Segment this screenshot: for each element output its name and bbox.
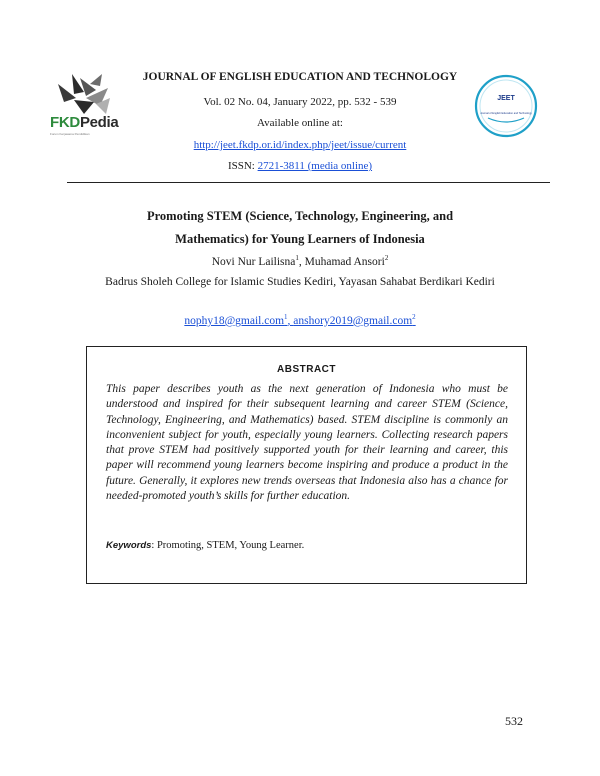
- email-1-link[interactable]: nophy18@gmail.com$^1$: [184, 313, 288, 327]
- paper-title: [100, 205, 500, 251]
- fkdpedia-wordmark: [50, 114, 118, 131]
- author-2-mark: 2: [384, 254, 389, 262]
- fkdpedia-emblem-icon: [50, 70, 132, 116]
- page-number: 532: [505, 714, 523, 728]
- brand-part-b: Pedia: [79, 114, 119, 131]
- jeet-circle-icon: [474, 74, 538, 138]
- abstract-heading: ABSTRACT: [277, 364, 336, 375]
- journal-url-link[interactable]: http://jeet.fkdp.or.id/index.php/jeet/issue/current: [193, 139, 407, 151]
- email-2-mark: 2: [412, 313, 416, 321]
- paper-title-line2: Mathematics) for Young Learners of Indonesia: [175, 232, 425, 246]
- affiliation: Badrus Sholeh College for Islamic Studies Kediri, Yayasan Sahabat Berdikari Kediri: [105, 276, 495, 288]
- jeet-subtitle: Journal of English Education and Technology: [480, 112, 532, 115]
- email-separator: ,: [287, 314, 294, 327]
- jeet-logo: [474, 74, 538, 138]
- available-online-label: Available online at:: [257, 117, 343, 129]
- author-1: Novi Nur Lailisna: [211, 255, 296, 268]
- author-2: Muhamad Ansori: [304, 255, 385, 268]
- volume-line: Vol. 02 No. 04, January 2022, pp. 532 - 539: [203, 96, 397, 108]
- journal-url-row: [130, 139, 470, 151]
- issn-row: [130, 160, 470, 172]
- keywords-row: [106, 540, 304, 551]
- paper-title-line1: Promoting STEM (Science, Technology, Engineering, and: [146, 209, 454, 223]
- jeet-acronym: JEET: [497, 95, 515, 102]
- email-1-mark: 1: [284, 313, 288, 321]
- authors: [100, 254, 500, 268]
- keywords-text: : Promoting, STEM, Young Learner.: [151, 540, 305, 551]
- issn-label: ISSN:: [227, 160, 258, 172]
- fkdpedia-tagline: Forum Kerjasama Pendidikan: [50, 132, 90, 136]
- keywords-label: Keywords: [106, 540, 152, 551]
- brand-part-a: FKD: [50, 114, 80, 131]
- author-1-mark: 1: [295, 254, 299, 262]
- email-2-link[interactable]: anshory2019@gmail.com$^2$: [293, 313, 416, 327]
- header-divider: [67, 182, 550, 183]
- abstract-body: This paper describes youth as the next generation of Indonesia who must be understood and inspired for their subsequent learning and career STEM (Science, Technology, Engineering, and Mathematics) based. STEM discipline is commonly an inconvenient subject for youth, especially young learners. Collecting research papers that prove STEM had positively supported youth for their learning and career, this paper will recommend young learners become inspiring and produce a product in the future. Generally, it explores new trends overseas that Indonesia also has a chance for needed-promoted youth’s skills for further education.: [106, 383, 508, 503]
- emails: [100, 313, 500, 327]
- issn-link[interactable]: 2721-3811 (media online): [257, 160, 373, 172]
- author-separator: ,: [298, 255, 305, 268]
- journal-title: JOURNAL OF ENGLISH EDUCATION AND TECHNOLOGY: [142, 71, 458, 83]
